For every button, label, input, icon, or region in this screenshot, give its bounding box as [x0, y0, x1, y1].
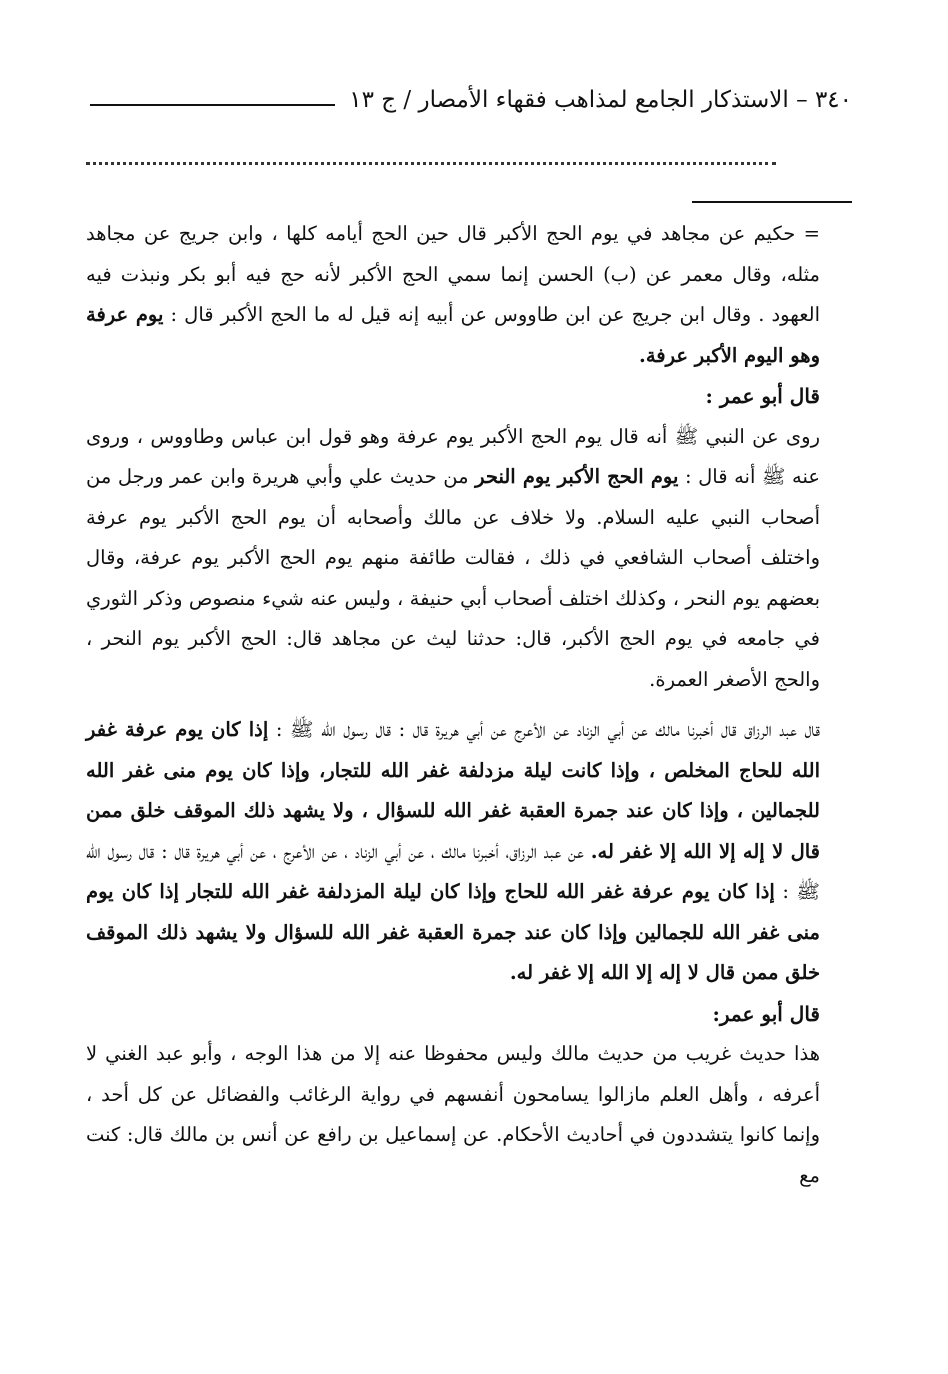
paragraph-text: من حديث علي وأبي هريرة وابن عمر ورجل من أصحاب النبي عليه السلام. ولا خلاف عن مالك وأصحابه أن يوم الحج الأكبر يوم عرفة واختلف أصحاب الشافعي في ذلك ، فقالت طائفة منهم يوم الحج الأكبر يوم عرفة، وقال بعضهم يوم النحر ، وكذلك اختلف أصحاب أبي حنيفة ، وليس عنه شيء منصوص وذكر الثوري في جامعه في يوم الحج الأكبر، قال: حدثنا ليث عن مجاهد قال: الحج الأكبر يوم النحر ، والحج الأصغر العمرة.: [86, 465, 820, 691]
header-title: ٣٤٠ – الاستذكار الجامع لمذاهب فقهاء الأمصار / ج ١٣: [349, 87, 852, 113]
footnote-paragraph: [86, 214, 820, 376]
bold-quote: يوم الحج الأكبر يوم النحر: [475, 465, 679, 488]
paragraph-text: قال عبد الرزاق قال أخبرنا مالك عن أبي الزناد عن الأعرج عن أبي هريرة قال : قال رسول الله ﷺ :: [268, 718, 820, 741]
paragraph: هذا حديث غريب من حديث مالك وليس محفوظا عنه إلا من هذا الوجه ، وأبو عبد الغني لا أعرفه ، وأهل العلم مازالوا يسامحون أنفسهم في رواية الرغائب والفضائل عن كل أحد ، وإنما كانوا يتشددون في أحاديث الأحكام. عن إسماعيل بن رافع عن أنس بن مالك قال: كنت مع: [86, 1042, 820, 1187]
section-heading: قال أبو عمر :: [705, 384, 820, 408]
paragraph-text: عن عبد الرزاق، أخبرنا مالك ، عن أبي الزناد ، عن الأعرج ، عن أبي هريرة قال : قال رسول الله ﷺ :: [86, 839, 820, 903]
footnote-text: = حكيم عن مجاهد في يوم الحج الأكبر قال حين الحج أيامه كلها ، وابن جريج عن مجاهد مثله، وقال معمر عن (ب) الحسن إنما سمي الحج الأكبر لأنه حج فيه أبو بكر ونبذت فيه العهود . وقال ابن جريج عن ابن طاووس عن أبيه إنه قيل له ما الحج الأكبر قال :: [86, 222, 820, 326]
footnote-bold-text: يوم عرفة وهو اليوم الأكبر عرفة.: [86, 303, 820, 367]
bold-quote: إذا كان يوم عرفة غفر الله للحاج وإذا كان ليلة المزدلفة غفر الله للتجار إذا كان يوم منى غفر الله للجمالين وإذا كان عند جمرة العقبة غفر الله للسؤال ولا يشهد ذلك الموقف خلق ممن قال لا إله إلا الله إلا غفر له.: [86, 880, 820, 984]
header-rule: [90, 104, 335, 106]
running-header: [90, 70, 852, 112]
footnote-rule: [692, 201, 852, 203]
dotted-separator: [86, 162, 776, 165]
paragraph-gap: [86, 700, 820, 710]
bold-quote: إذا كان يوم عرفة غفر الله للحاج المخلص ، وإذا كانت ليلة مزدلفة غفر الله للتجار، وإذا كان يوم منى غفر الله للجمالين ، وإذا كان عند جمرة العقبة غفر الله للسؤال ، ولا يشهد ذلك الموقف خلق ممن قال لا إله إلا الله إلا غفر له.: [86, 718, 820, 863]
section-heading: قال أبو عمر:: [712, 1001, 820, 1026]
paragraph: [86, 417, 820, 701]
paragraph-text: روى عن النبي ﷺ أنه قال يوم الحج الأكبر يوم عرفة وهو قول ابن عباس وطاووس ، وروى عنه ﷺ أنه قال :: [86, 424, 820, 488]
hadith-paragraph: [86, 710, 820, 994]
page-body: [86, 214, 820, 1196]
